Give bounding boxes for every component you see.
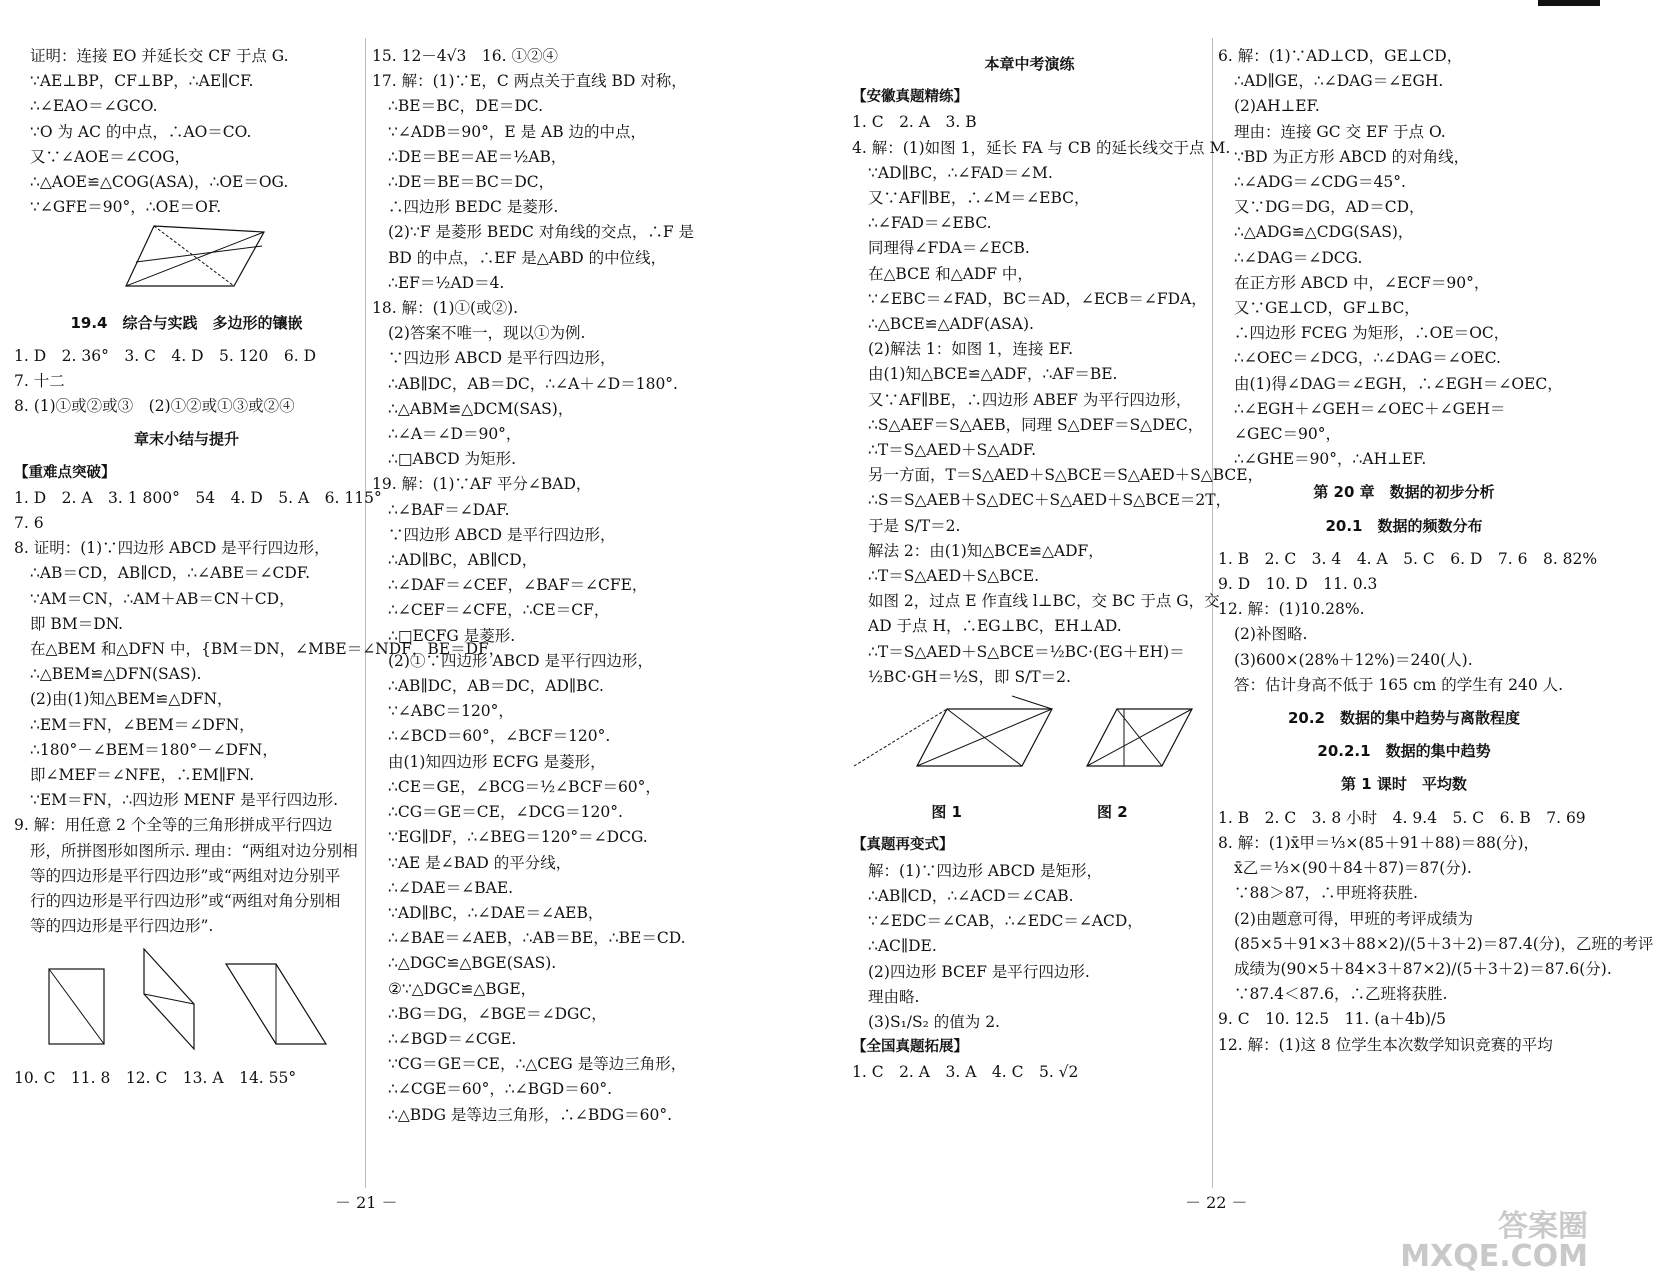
answer-line: (85×5＋91×3＋88×2)/(5＋3＋2)＝87.4(分)，乙班的考评 <box>1234 934 1653 953</box>
answer-line: 8. 证明：(1)∵四边形 ABCD 是平行四边形， <box>14 539 330 558</box>
answer-line: ∵AM＝CN，∴AM＋AB＝CN＋CD， <box>30 589 295 608</box>
answer-line: (2)∵F 是菱形 BEDC 对角线的交点，∴F 是 <box>388 223 695 242</box>
answer-line: 1. C 2. A 3. A 4. C 5. √2 <box>852 1063 1079 1082</box>
answer-line: 等的四边形是平行四边形”. <box>30 917 214 936</box>
answer-line: ∴△AOE≌△COG(ASA)，∴OE＝OG. <box>30 173 289 192</box>
answer-line: 7. 十二 <box>14 372 65 391</box>
answer-line: 又∵GE⊥CD，GF⊥BC， <box>1234 299 1420 318</box>
answer-line: ∴∠ADG＝∠CDG＝45°. <box>1234 173 1406 192</box>
answer-line: ∴△DGC≌△BGE(SAS). <box>388 954 557 973</box>
answer-line: ∴S△AEF＝S△AEB，同理 S△DEF＝S△DEC， <box>868 415 1204 434</box>
answer-line: 1. D 2. 36° 3. C 4. D 5. 120 6. D <box>14 346 316 365</box>
subsection-label: 【真题再变式】 <box>852 837 954 854</box>
answer-line: 9. D 10. D 11. 0.3 <box>1218 575 1378 594</box>
top-edge-bar <box>1538 0 1600 6</box>
answer-line: 又∵AF∥BE，∴∠M＝∠EBC， <box>868 189 1090 208</box>
section-heading: 19.4 综合与实践 多边形的镶嵌 <box>70 313 303 332</box>
answer-line: 证明：连接 EO 并延长交 CF 于点 G. <box>30 47 289 65</box>
answer-line: ∴AB＝CD，AB∥CD，∴∠ABE＝∠CDF. <box>30 564 311 583</box>
answer-line: 由(1)知四边形 ECFG 是菱形， <box>388 752 606 771</box>
answer-line: 12. 解：(1)这 8 位学生本次数学知识竞赛的平均 <box>1218 1035 1553 1054</box>
subsection-label: 【安徽真题精练】 <box>852 89 968 106</box>
answer-line: ∴EM＝FN，∠BEM＝∠DFN， <box>30 715 255 734</box>
answer-line: ∴∠BAF＝∠DAF. <box>388 500 510 519</box>
subsection-label: 【重难点突破】 <box>14 464 116 481</box>
answer-line: ∴∠OEC＝∠DCG，∴∠DAG＝∠OEC. <box>1234 349 1501 368</box>
column-divider-left <box>365 38 366 1188</box>
triangle-tiling-figures <box>14 944 334 1054</box>
subsection-label: 【全国真题拓展】 <box>852 1039 968 1056</box>
answer-line: ∴∠BCD＝60°，∠BCF＝120°. <box>388 727 611 746</box>
answer-line: 又∵AF∥BE，∴四边形 ABEF 为平行四边形， <box>868 390 1192 409</box>
answer-line: 在△BEM 和△DFN 中，{BM＝DN，∠MBE＝∠NDF，BE＝DF， <box>30 640 505 659</box>
answer-line: ∴AB∥CD，∴∠ACD＝∠CAB. <box>868 886 1074 905</box>
answer-line: ∵∠EBC＝∠FAD，BC＝AD，∠ECB＝∠FDA， <box>868 289 1207 308</box>
section-heading: 章末小结与提升 <box>133 430 239 449</box>
section-heading: 第 1 课时 平均数 <box>1341 775 1467 794</box>
answer-line: ∴T＝S△AED＋S△BCE. <box>868 567 1039 586</box>
answer-line: 18. 解：(1)①(或②). <box>372 299 519 318</box>
answer-line: ∴∠DAF＝∠CEF，∠BAF＝∠CFE， <box>388 576 648 595</box>
figure-para <box>14 224 359 302</box>
answer-line: ∵AE 是∠BAD 的平分线， <box>388 853 572 872</box>
answer-line: ∴AB∥DC，AB＝DC，∴∠A＋∠D＝180°. <box>388 374 678 393</box>
answer-line: ∴四边形 BEDC 是菱形. <box>388 198 559 217</box>
answer-line: 答：估计身高不低于 165 cm 的学生有 240 人. <box>1234 675 1564 694</box>
answer-line: (3)S₁/S₂ 的值为 2. <box>868 1012 1000 1031</box>
answer-line: 如图 2，过点 E 作直线 l⊥BC，交 BC 于点 G，交 <box>868 592 1220 611</box>
answer-line: ∴DE＝BE＝BC＝DC， <box>388 173 555 192</box>
answer-line: ∴△ABM≌△DCM(SAS)， <box>388 399 574 418</box>
figure-tri <box>14 944 359 1062</box>
answer-line: ½BC·GH＝½S，即 S/T＝2. <box>868 667 1071 686</box>
answer-line: (2)解法 1：如图 1，连接 EF. <box>868 340 1074 359</box>
answer-line: ∵四边形 ABCD 是平行四边形， <box>388 525 616 544</box>
answer-line: ∴∠FAD＝∠EBC. <box>868 214 992 233</box>
answer-line: ∴△BEM≌△DFN(SAS). <box>30 665 202 684</box>
figures-1-and-2 <box>852 694 1202 784</box>
answer-line: 理由略. <box>868 987 920 1006</box>
answer-line: ∴△BCE≌△ADF(ASA). <box>868 315 1034 334</box>
answer-line: ∵AE⊥BP，CF⊥BP，∴AE∥CF. <box>30 72 254 91</box>
answer-line: ∴∠BAE＝∠AEB，∴AB＝BE，∴BE＝CD. <box>388 929 686 948</box>
answer-line: ∴T＝S△AED＋S△ADF. <box>868 441 1037 460</box>
answer-line: ∴∠DAG＝∠DCG. <box>1234 248 1363 267</box>
figure-twofig <box>852 694 1207 792</box>
section-heading: 20.2 数据的集中趋势与离散程度 <box>1287 709 1520 728</box>
answer-line: 又∵DG＝DG，AD＝CD， <box>1234 198 1425 217</box>
section-heading: 图 1 图 2 <box>931 803 1128 822</box>
answer-line: ∴AB∥DC，AB＝DC，AD∥BC. <box>388 677 604 696</box>
answer-line: ∴四边形 FCEG 为矩形，∴OE＝OC， <box>1234 324 1510 343</box>
answer-line: 由(1)得∠DAG＝∠EGH，∴∠EGH＝∠OEC， <box>1234 374 1563 393</box>
answer-line: 在△BCE 和△ADF 中， <box>868 264 1033 283</box>
answer-line: (2)四边形 BCEF 是平行四边形. <box>868 962 1090 981</box>
answer-line: ∴T＝S△AED＋S△BCE＝½BC·(EG＋EH)＝ <box>868 642 1185 661</box>
answer-line: 由(1)知△BCE≌△ADF，∴AF＝BE. <box>868 365 1118 384</box>
answer-line: ∴□ECFG 是菱形. <box>388 626 516 645</box>
answer-line: ∴∠EGH＋∠GEH＝∠OEC＋∠GEH＝ <box>1234 399 1506 418</box>
answer-line: 7. 6 <box>14 514 44 533</box>
answer-line: ∴△ADG≌△CDG(SAS)， <box>1234 223 1414 242</box>
answer-line: 于是 S/T＝2. <box>868 516 961 535</box>
answer-line: 17. 解：(1)∵E，C 两点关于直线 BD 对称， <box>372 72 687 91</box>
answer-line: BD 的中点，∴EF 是△ABD 的中位线， <box>388 248 667 267</box>
answer-line: ②∵△DGC≌△BGE， <box>388 979 537 998</box>
answer-line: ∴CE＝GE，∠BCG＝½∠BCF＝60°， <box>388 777 661 796</box>
answer-line: 4. 解：(1)如图 1，延长 FA 与 CB 的延长线交于点 M. <box>852 138 1231 157</box>
answer-line: AD 于点 H，∴EG⊥BC，EH⊥AD. <box>868 617 1122 636</box>
answer-line: 即 BM＝DN. <box>30 614 124 633</box>
answer-line: ∴AC∥DE. <box>868 937 937 956</box>
answer-line: 9. 解：用任意 2 个全等的三角形拼成平行四边 <box>14 816 333 835</box>
column-4 <box>1218 44 1653 1058</box>
answer-line: 19. 解：(1)∵AF 平分∠BAD， <box>372 475 592 494</box>
answer-line: ∵∠ABC＝120°， <box>388 702 514 721</box>
answer-line: 即∠MEF＝∠NFE，∴EM∥FN. <box>30 766 255 785</box>
page-number-left: － 21 － <box>335 1193 398 1212</box>
answer-line: 形，所拼图形如图所示. 理由：“两组对边分别相 <box>30 841 358 860</box>
answer-line: 理由：连接 GC 交 EF 于点 O. <box>1234 122 1446 141</box>
answer-line: ∠GEC＝90°， <box>1234 425 1342 444</box>
answer-line: 在正方形 ABCD 中，∠ECF＝90°， <box>1234 273 1490 292</box>
answer-line: 15. 12－4√3 16. ①②④ <box>372 47 558 65</box>
answer-line: 同理得∠FDA＝∠ECB. <box>868 239 1030 258</box>
answer-line: ∴CG＝GE＝CE，∠DCG＝120°. <box>388 803 623 822</box>
answer-line: 8. (1)①或②或③ (2)①②或①③或②④ <box>14 397 295 416</box>
answer-line: ∴∠CEF＝∠CFE，∴CE＝CF， <box>388 601 610 620</box>
answer-line: ∵四边形 ABCD 是平行四边形， <box>388 349 616 368</box>
answer-line: ∵AD∥BC，∴∠FAD＝∠M. <box>868 163 1053 182</box>
answer-line: ∵∠GFE＝90°，∴OE＝OF. <box>30 198 222 217</box>
column-3 <box>852 44 1264 1086</box>
answer-line: 另一方面，T＝S△AED＋S△BCE＝S△AED＋S△BCE， <box>868 466 1264 485</box>
answer-line: ∴AD∥BC，AB∥CD， <box>388 551 538 570</box>
answer-line: 6. 解：(1)∵AD⊥CD，GE⊥CD， <box>1218 47 1463 65</box>
parallelogram-figure <box>124 224 274 294</box>
column-2 <box>372 44 732 1128</box>
answer-line: (2)①∵四边形 ABCD 是平行四边形， <box>388 651 653 670</box>
section-heading: 20.2.1 数据的集中趋势 <box>1317 742 1491 761</box>
answer-line: ∴∠A＝∠D＝90°， <box>388 425 522 444</box>
answer-line: (2)由(1)知△BEM≌△DFN， <box>30 690 233 709</box>
answer-line: ∵∠ADB＝90°，E 是 AB 边的中点， <box>388 122 647 141</box>
answer-line: 9. C 10. 12.5 11. (a＋4b)/5 <box>1218 1010 1446 1029</box>
answer-line: ∵88＞87，∴甲班将获胜. <box>1234 884 1418 903</box>
answer-line: ∴S＝S△AEB＋S△DEC＋S△AED＋S△BCE＝2T， <box>868 491 1232 510</box>
answer-line: ∵EM＝FN，∴四边形 MENF 是平行四边形. <box>30 791 339 810</box>
answer-line: 10. C 11. 8 12. C 13. A 14. 55° <box>14 1068 297 1087</box>
answer-line: ∴∠GHE＝90°，∴AH⊥EF. <box>1234 450 1427 469</box>
page-number-right: － 22 － <box>1185 1193 1248 1212</box>
answer-line: ∴∠DAE＝∠BAE. <box>388 878 514 897</box>
watermark-logo: 答案圈 MXQE.COM <box>1400 1209 1588 1274</box>
answer-line: ∵CG＝GE＝CE，∴△CEG 是等边三角形， <box>388 1055 687 1074</box>
answer-line: (2)由题意可得，甲班的考评成绩为 <box>1234 909 1473 928</box>
answer-line: (2)AH⊥EF. <box>1234 97 1320 116</box>
section-heading: 第 20 章 数据的初步分析 <box>1313 483 1495 502</box>
answer-line: 行的四边形是平行四边形”或“两组对角分别相 <box>30 892 341 911</box>
answer-line: ∵∠EDC＝∠CAB，∴∠EDC＝∠ACD， <box>868 912 1143 931</box>
answer-line: x̄乙＝⅓×(90＋84＋87)＝87(分). <box>1234 859 1472 878</box>
answer-line: ∴∠EAO＝∠GCO. <box>30 97 158 116</box>
answer-line: 1. D 2. A 3. 1 800° 54 4. D 5. A 6. 115° <box>14 488 382 507</box>
answer-line: ∴□ABCD 为矩形. <box>388 450 517 469</box>
answer-line: ∵BD 为正方形 ABCD 的对角线， <box>1234 147 1470 166</box>
answer-line: ∴BG＝DG，∠BGE＝∠DGC， <box>388 1004 607 1023</box>
answer-line: ∵O 为 AC 的中点，∴AO＝CO. <box>30 122 252 141</box>
answer-line: ∴△BDG 是等边三角形，∴∠BDG＝60°. <box>388 1105 672 1124</box>
answer-line: ∴EF＝½AD＝4. <box>388 273 505 292</box>
section-heading: 本章中考演练 <box>984 55 1075 73</box>
answer-line: (3)600×(28%＋12%)＝240(人). <box>1234 650 1473 669</box>
answer-line: ∴AD∥GE，∴∠DAG＝∠EGH. <box>1234 72 1444 91</box>
answer-line: 成绩为(90×5＋84×3＋87×2)/(5＋3＋2)＝87.6(分). <box>1234 959 1612 978</box>
answer-line: ∵87.4＜87.6，∴乙班将获胜. <box>1234 985 1448 1004</box>
answer-line: (2)补图略. <box>1234 625 1308 644</box>
answer-line: 又∵∠AOE＝∠COG， <box>30 147 191 166</box>
answer-line: 1. B 2. C 3. 4 4. A 5. C 6. D 7. 6 8. 82% <box>1218 549 1598 568</box>
answer-line: 1. B 2. C 3. 8 小时 4. 9.4 5. C 6. B 7. 69 <box>1218 808 1586 827</box>
answer-line: ∵EG∥DF，∴∠BEG＝120°＝∠DCG. <box>388 828 648 847</box>
answer-line: ∴∠BGD＝∠CGE. <box>388 1029 517 1048</box>
answer-line: 12. 解：(1)10.28%. <box>1218 600 1365 619</box>
answer-line: 1. C 2. A 3. B <box>852 113 977 132</box>
answer-line: 8. 解：(1)x̄甲＝⅓×(85＋91＋88)＝88(分)， <box>1218 833 1540 852</box>
answer-line: ∴BE＝BC，DE＝DC. <box>388 97 544 116</box>
answer-line: ∴180°－∠BEM＝180°－∠DFN， <box>30 740 278 759</box>
answer-line: (2)答案不唯一，现以①为例. <box>388 324 586 343</box>
answer-line: 解：(1)∵四边形 ABCD 是矩形， <box>868 861 1102 880</box>
answer-line: 解法 2：由(1)知△BCE≌△ADF， <box>868 541 1104 560</box>
answer-line: ∴∠CGE＝60°，∴∠BGD＝60°. <box>388 1080 613 1099</box>
answer-line: ∴DE＝BE＝AE＝½AB， <box>388 147 567 166</box>
answer-line: ∵AD∥BC，∴∠DAE＝∠AEB， <box>388 903 604 922</box>
answer-line: 等的四边形是平行四边形”或“两组对边分别平 <box>30 866 341 885</box>
section-heading: 20.1 数据的频数分布 <box>1325 516 1483 535</box>
